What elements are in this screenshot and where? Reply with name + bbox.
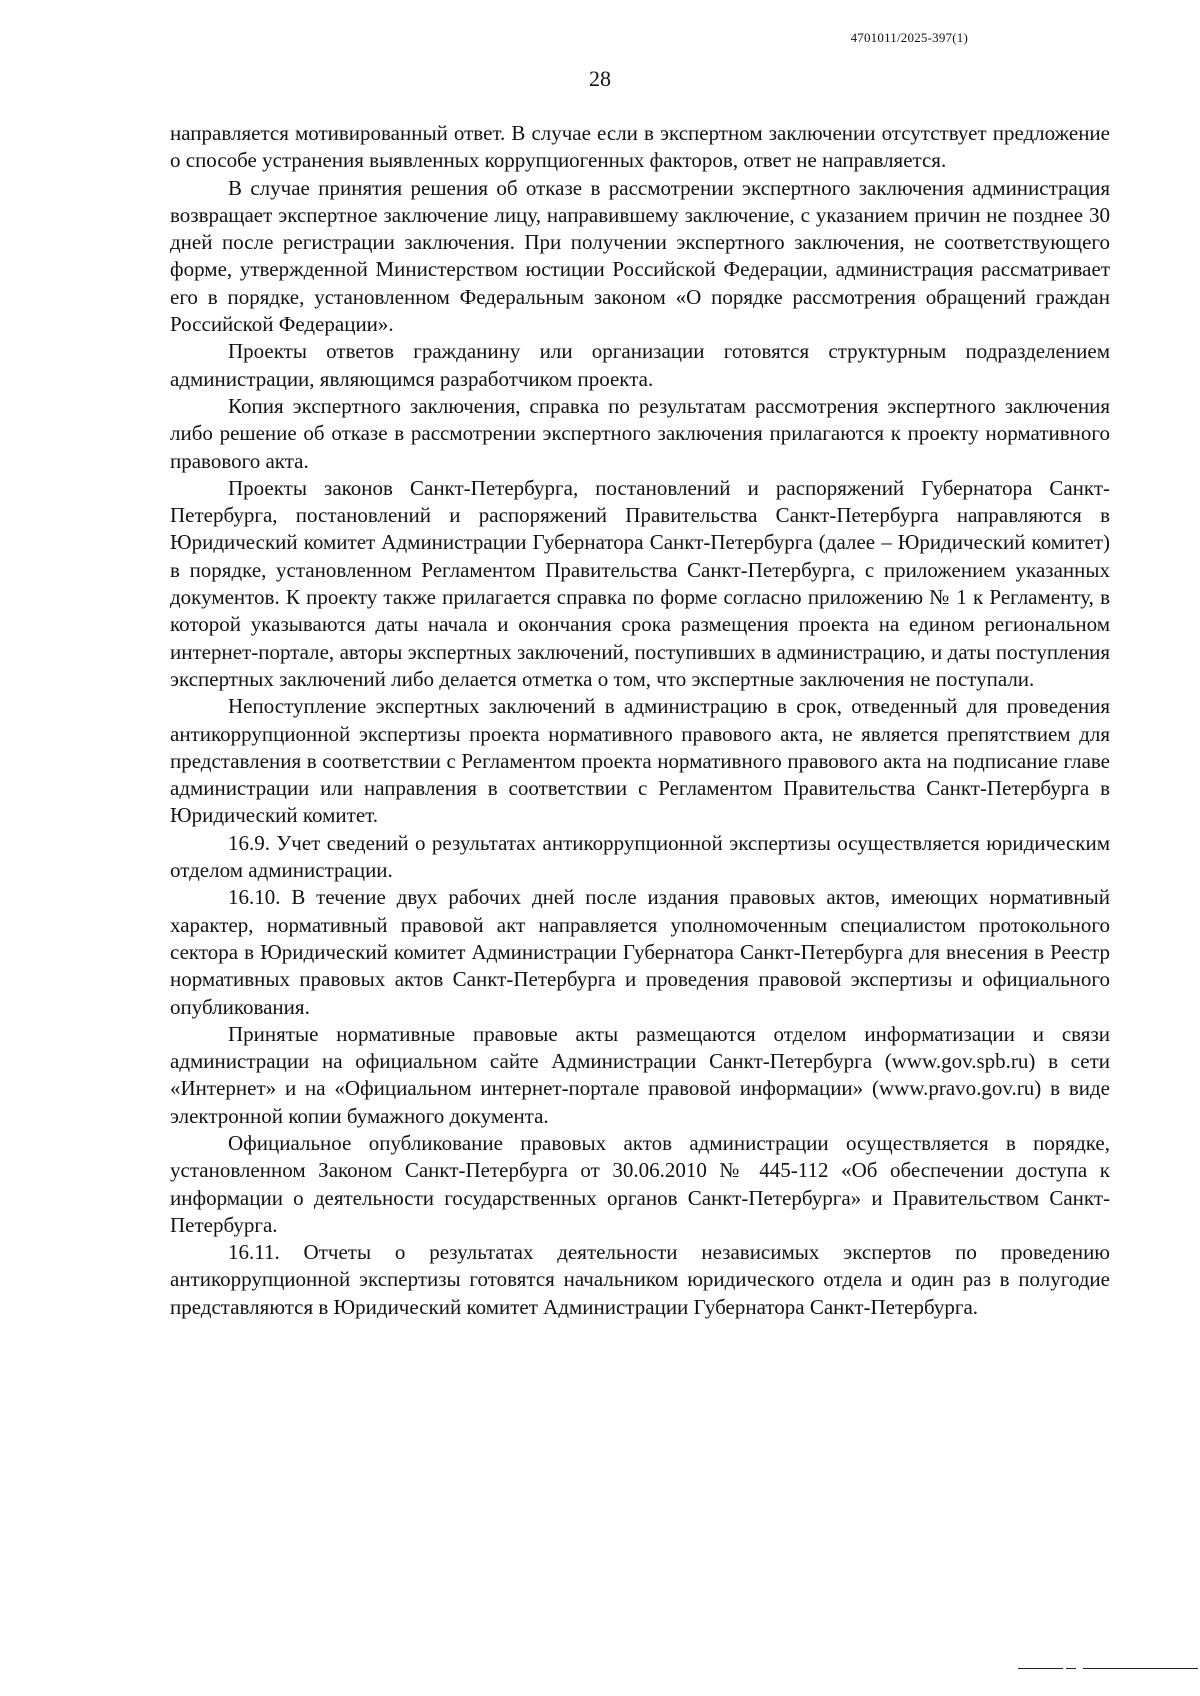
paragraph: Проекты законов Санкт-Петербурга, постановлений и распоряжений Губернатора Санкт-Петербурга, постановлений и распоряжений Правительства Санкт-Петербурга направляются в Юридический комитет Администрации Губернатора Санкт-Петербурга (далее – Юридический комитет) в порядке, установленном Регламентом Правительства Санкт-Петербурга, с приложением указанных документов. К проекту также прилагается справка по форме согласно приложению № 1 к Регламенту, в которой указываются даты начала и окончания срока размещения проекта на едином региональном интернет-портале, авторы экспертных заключений, поступивших в администрацию, и даты поступления экспертных заключений либо делается отметка о том, что экспертные заключения не поступали. (170, 475, 1110, 691)
paragraph: В случае принятия решения об отказе в рассмотрении экспертного заключения администрация возвращает экспертное заключение лицу, направившему заключение, с указанием причин не позднее 30 дней после регистрации заключения. При получении экспертного заключения, не соответствующего форме, утвержденной Министерством юстиции Российской Федерации, администрация рассматривает его в порядке, установленном Федеральным законом «О порядке рассмотрения обращений граждан Российской Федерации». (170, 175, 1110, 337)
paragraph-clause-16-11: 16.11. Отчеты о результатах деятельности независимых экспертов по проведению антикоррупционной экспертизы готовятся начальником юридического отдела и один раз в полугодие представляются в Юридический комитет Администрации Губернатора Санкт-Петербурга. (170, 1240, 1110, 1319)
paragraph-continuation: направляется мотивированный ответ. В случае если в экспертном заключении отсутствует предложение о способе устранения выявленных коррупциогенных факторов, ответ не направляется. (170, 121, 1110, 173)
paragraph: Копия экспертного заключения, справка по результатам рассмотрения экспертного заключения либо решение об отказе в рассмотрении экспертного заключения прилагаются к проекту нормативного правового акта. (170, 393, 1110, 473)
paragraph-clause-16-10: 16.10. В течение двух рабочих дней после издания правовых актов, имеющих нормативный характер, нормативный правовой акт направляется уполномоченным специалистом протокольного сектора в Юридический комитет Администрации Губернатора Санкт-Петербурга для внесения в Реестр нормативных правовых актов Санкт-Петербурга и проведения правовой экспертизы и официального опубликования. (170, 885, 1110, 1019)
paragraph: Официальное опубликование правовых актов администрации осуществляется в порядке, установленном Законом Санкт-Петербурга от 30.06.2010 № 445-112 «Об обеспечении доступа к информации о деятельности государственных органов Санкт-Петербурга» и Правительством Санкт-Петербурга. (170, 1130, 1110, 1237)
paragraph: Принятые нормативные правовые акты размещаются отделом информатизации и связи администрации на официальном сайте Администрации Санкт-Петербурга (www.gov.spb.ru) в сети «Интернет» и на «Официальном интернет-портале правовой информации» (www.pravo.gov.ru) в виде электронной копии бумажного документа. (170, 1021, 1110, 1128)
document-body (170, 120, 1110, 1321)
paragraph: Непоступление экспертных заключений в администрацию в срок, отведенный для проведения антикоррупционной экспертизы проекта нормативного правового акта, не является препятствием для представления в соответствии с Регламентом проекта нормативного правового акта на подписание главе администрации или направления в соответствии с Регламентом Правительства Санкт-Петербурга в Юридический комитет. (170, 694, 1110, 828)
page-number: 28 (589, 66, 611, 91)
bottom-divider-line (1018, 1668, 1198, 1669)
paragraph: Проекты ответов гражданину или организации готовятся структурным подразделением администрации, являющимся разработчиком проекта. (170, 339, 1110, 391)
paragraph-clause-16-9: 16.9. Учет сведений о результатах антикоррупционной экспертизы осуществляется юридическим отделом администрации. (170, 830, 1110, 883)
bottom-divider-dash (1066, 1668, 1076, 1669)
document-registration-number: 4701011/2025-397(1) (850, 30, 968, 45)
